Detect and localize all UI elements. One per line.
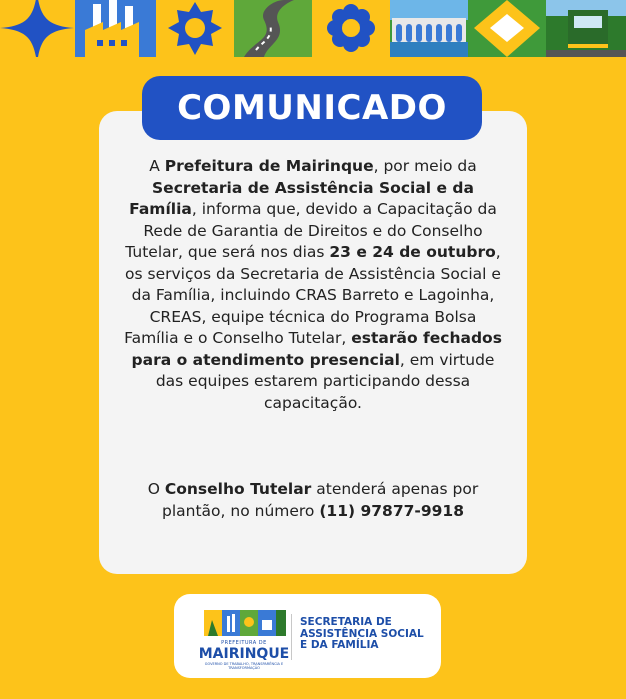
body-text: , os serviços da Secretaria de Assistência Social e da Família, incluindo CRAS Barreto e Lagoinha, CREAS, equipe técnica do Programa Bolsa Família e o Conselho Tutelar, [124, 243, 501, 347]
secretaria-line-3: E DA FAMÍLIA [300, 639, 379, 651]
footer-logo-box [174, 594, 441, 678]
secretaria-line-1: SECRETARIA DE [300, 616, 392, 628]
footer-divider [291, 614, 292, 660]
emphasis-text: estarão fechados para o atendimento presencial [131, 329, 502, 369]
body-text: atenderá apenas por plantão, no número [162, 480, 479, 520]
contact-paragraph [120, 479, 506, 522]
decorative-banner [0, 0, 626, 57]
train-icon [546, 0, 626, 57]
emphasis-text: Prefeitura de Mairinque [164, 157, 374, 175]
emphasis-text: Conselho Tutelar [164, 480, 312, 498]
page-title: COMUNICADO [177, 88, 447, 128]
body-text: A [149, 157, 165, 175]
body-text: , informa que, devido a Capacitação da Rede de Garantia de Direitos e do Conselho Tutelar, que será nos dias [125, 200, 497, 261]
body-text: , por meio da [373, 157, 477, 175]
road-icon [234, 0, 312, 57]
city-name: MAIRINQUE [198, 646, 290, 662]
emphasis-text: (11) 97877-9918 [319, 501, 464, 520]
body-text: O [147, 480, 165, 498]
emphasis-text: 23 e 24 de outubro [329, 243, 496, 261]
star-icon [0, 0, 75, 57]
star-badge-icon [156, 0, 234, 57]
flower-icon [312, 0, 390, 57]
secretaria-line-2: ASSISTÊNCIA SOCIAL [300, 627, 424, 640]
announcement-paragraph [120, 156, 506, 414]
secretaria-name [300, 617, 440, 652]
factory-icon [75, 0, 156, 57]
title-banner [142, 76, 482, 140]
body-text: , em virtude das equipes estarem participando dessa capacitação. [155, 350, 495, 412]
diamond-icon [468, 0, 546, 57]
aqueduct-icon [390, 0, 468, 57]
city-slogan: GOVERNO DE TRABALHO, TRANSPARÊNCIA E TRANSFORMAÇÃO [204, 662, 284, 670]
prefeitura-label: PREFEITURA DE [221, 640, 267, 646]
emphasis-text: Secretaria de Assistência Social e da Família [129, 178, 474, 218]
